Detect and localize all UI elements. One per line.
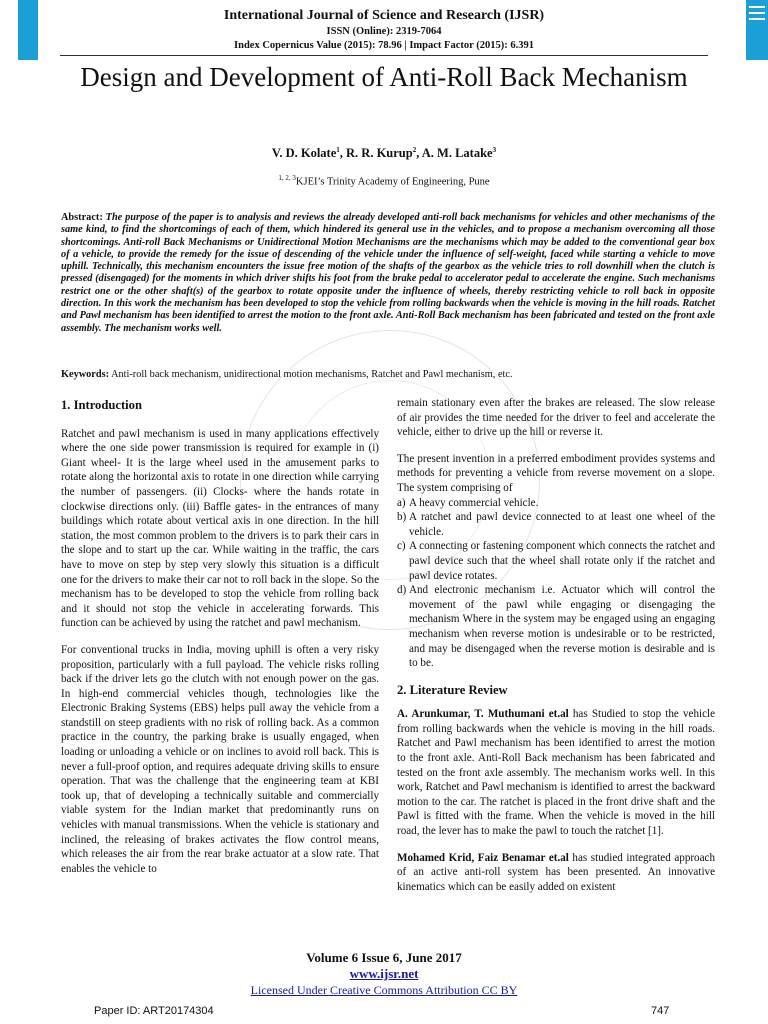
keywords: [61, 369, 715, 380]
paragraph: For conventional trucks in India, moving uphill is often a very risky proposition, particularly with a full payload. The vehicle risks rolling back if the driver lets go the clutch with not enough power on the gas. In high-end commercial vehicles though, technologies like the Electronic Braking Systems (EBS) helps pull away the vehicle from a standstill on steep gradients with no risk of rolling back. As a common practice in the country, the parking brake is usually engaged, when loading or unloading a vehicle or on inclines to avoid roll back. This is never a full-proof option, and requires adequate driving skills to ensure operation. That was the challenge that the engineering team at KBI took up, that of developing a technically suitable and commercially viable system for the Indian market that predominantly runs on vehicles with manual transmissions. When the vehicle is stationary and inclined, the releasing of brakes activates the flow control means, which releases the air from the rear brake actuator at a slow rate. That enables the vehicle to: [61, 643, 379, 875]
paragraph: The present invention in a preferred embodiment provides systems and methods for preventing a vehicle from reverse movement on a slope. The system comprising of: [397, 452, 715, 494]
author-name: V. D. Kolate: [271, 146, 337, 161]
journal-index: Index Copernicus Value (2015): 78.96 | Impact Factor (2015): 6.391: [234, 40, 534, 51]
list-item: d) And electronic mechanism i.e. Actuator which will control the movement of the pawl while engaging or disengaging the mechanism Where in the system may be engaged using an engaging mechanism when reverse motion is undesirable or to be restricted, and may be disengaged when the reverse motion is desirable and is to be.: [397, 584, 715, 670]
list-item: c) A connecting or fastening component which connects the ratchet and pawl device such that the wheel shall rotate only if the ratchet and pawl device rotates.: [397, 540, 715, 582]
issue-info: Volume 6 Issue 6, June 2017: [306, 950, 462, 965]
journal-website-link[interactable]: www.ijsr.net: [349, 966, 419, 981]
keywords-label: Keywords:: [61, 369, 110, 380]
abstract-text: The purpose of the paper is to analysis and reviews the already developed anti-roll back mechanisms for vehicles and other mechanisms of the same kind, to find the shortcomings of each of them, which hindered its general use in the vehicles, and to propose a mechanism overcoming all those shortcomings. Anti-roll Back Mechanisms or Unidirectional Motion Mechanisms are the mechanisms which may be added to the conventional gear box of a vehicle, to provide the remedy for the issue of descending of the vehicle under the influence of self-weight, faced while starting a vehicle to move uphill. Technically, this mechanism encounters the issue free motion of the shafts of the gearbox as the vehicle tries to roll downhill when the clutch is pressed (disengaged) for the moments in which driver shifts his foot from the brake pedal to accelerator pedal to accelerate the engine. Such mechanisms restrict one or the other shaft(s) of the gearbox to rotate opposite under the influence of wheels, thereby restricting vehicle to roll back in opposite direction. In this work the mechanism has been developed to stop the vehicle from rolling backwards when the vehicle is moving in the hill roads. Ratchet and Pawl mechanism has been identified to arrest the motion to the front axle. Anti-Roll Back mechanism has been fabricated and tested on the front axle assembly. The mechanism works well.: [61, 212, 715, 334]
author-list: V. D. Kolate$^1$, R. R. Kurup$^2$, A. M. Latake$^3$: [271, 146, 497, 161]
affiliation: $^{1, 2, 3}$KJEI’s Trinity Academy of Engineering, Pune: [278, 174, 490, 188]
author-name: A. M. Latake: [421, 146, 493, 161]
left-column: [61, 396, 379, 888]
paragraph: Mohamed Krid, Faiz Benamar et.al has studied integrated approach of an active anti-roll system has been presented. An innovative kinematics which can be easily added on existent: [397, 851, 715, 893]
paragraph: Ratchet and pawl mechanism is used in many applications effectively where the one side power transmission is required for example in (i) Giant wheel- It is the large wheel used in the amusement parks to rotate along the horizontal axis to rotate in one direction while carrying the number of passengers. (ii) Clocks- where the hands rotate in clockwise directions only. (iii) Baffle gates- in the entrances of many buildings which rotate about vertical axis in one direction. In the hill station, the most common problem to the drivers is to park their cars in the slope and to start up the car. While waiting in the traffic, the cars have to move on step by step very slowly this situation is a difficult one for the drivers to make their car not to roll back in the slope. So the mechanism has to be developed to stop the vehicle from rolling back and it should not stop the vehicle in accelerating forwards. This function can be achieved by using the ratchet and pawl mechanism.: [61, 427, 379, 630]
abstract: [61, 212, 715, 335]
author-name: R. R. Kurup: [346, 146, 413, 161]
list-item: a) A heavy commercial vehicle.: [397, 496, 539, 509]
header-divider: [60, 55, 708, 56]
paper-id: Paper ID: ART20174304: [94, 1005, 214, 1017]
page-number: 747: [651, 1005, 670, 1017]
section-heading-introduction: 1. Introduction: [61, 398, 142, 412]
right-column: [397, 396, 715, 906]
paper-title: Design and Development of Anti-Roll Back Mechanism: [80, 62, 688, 92]
journal-issn: ISSN (Online): 2319-7064: [326, 26, 442, 37]
keywords-text: Anti-roll back mechanism, unidirectional motion mechanisms, Ratchet and Pawl mechanism, etc.: [111, 369, 513, 380]
list-item: b) A ratchet and pawl device connected to at least one wheel of the vehicle.: [397, 511, 715, 538]
section-heading-literature-review: 2. Literature Review: [397, 682, 508, 697]
paragraph: A. Arunkumar, T. Muthumani et.al has Studied to stop the vehicle from rolling backwards when the vehicle is moving in the hill roads. Ratchet and Pawl mechanism has been identified to arrest the motion to the front axle. Anti-Roll Back mechanism has been fabricated and tested on the front axle assembly. The mechanism works well. In this work, Ratchet and Pawl mechanism is identified to arrest the backward motion to the car. The ratchet is placed in the front drive shaft and the Pawl is fitted with the frame. When the vehicle is moved in the hill road, the lever has to make the pawl to touch the ratchet [1].: [397, 708, 715, 838]
journal-name: International Journal of Science and Research (IJSR): [223, 8, 545, 23]
license-link[interactable]: Licensed Under Creative Commons Attribution CC BY: [250, 983, 518, 997]
abstract-label: Abstract:: [61, 212, 103, 223]
paragraph: remain stationary even after the brakes are released. The slow release of air provides the time needed for the driver to feel and accelerate the vehicle, either to drive up the hill or reverse it.: [397, 397, 715, 439]
